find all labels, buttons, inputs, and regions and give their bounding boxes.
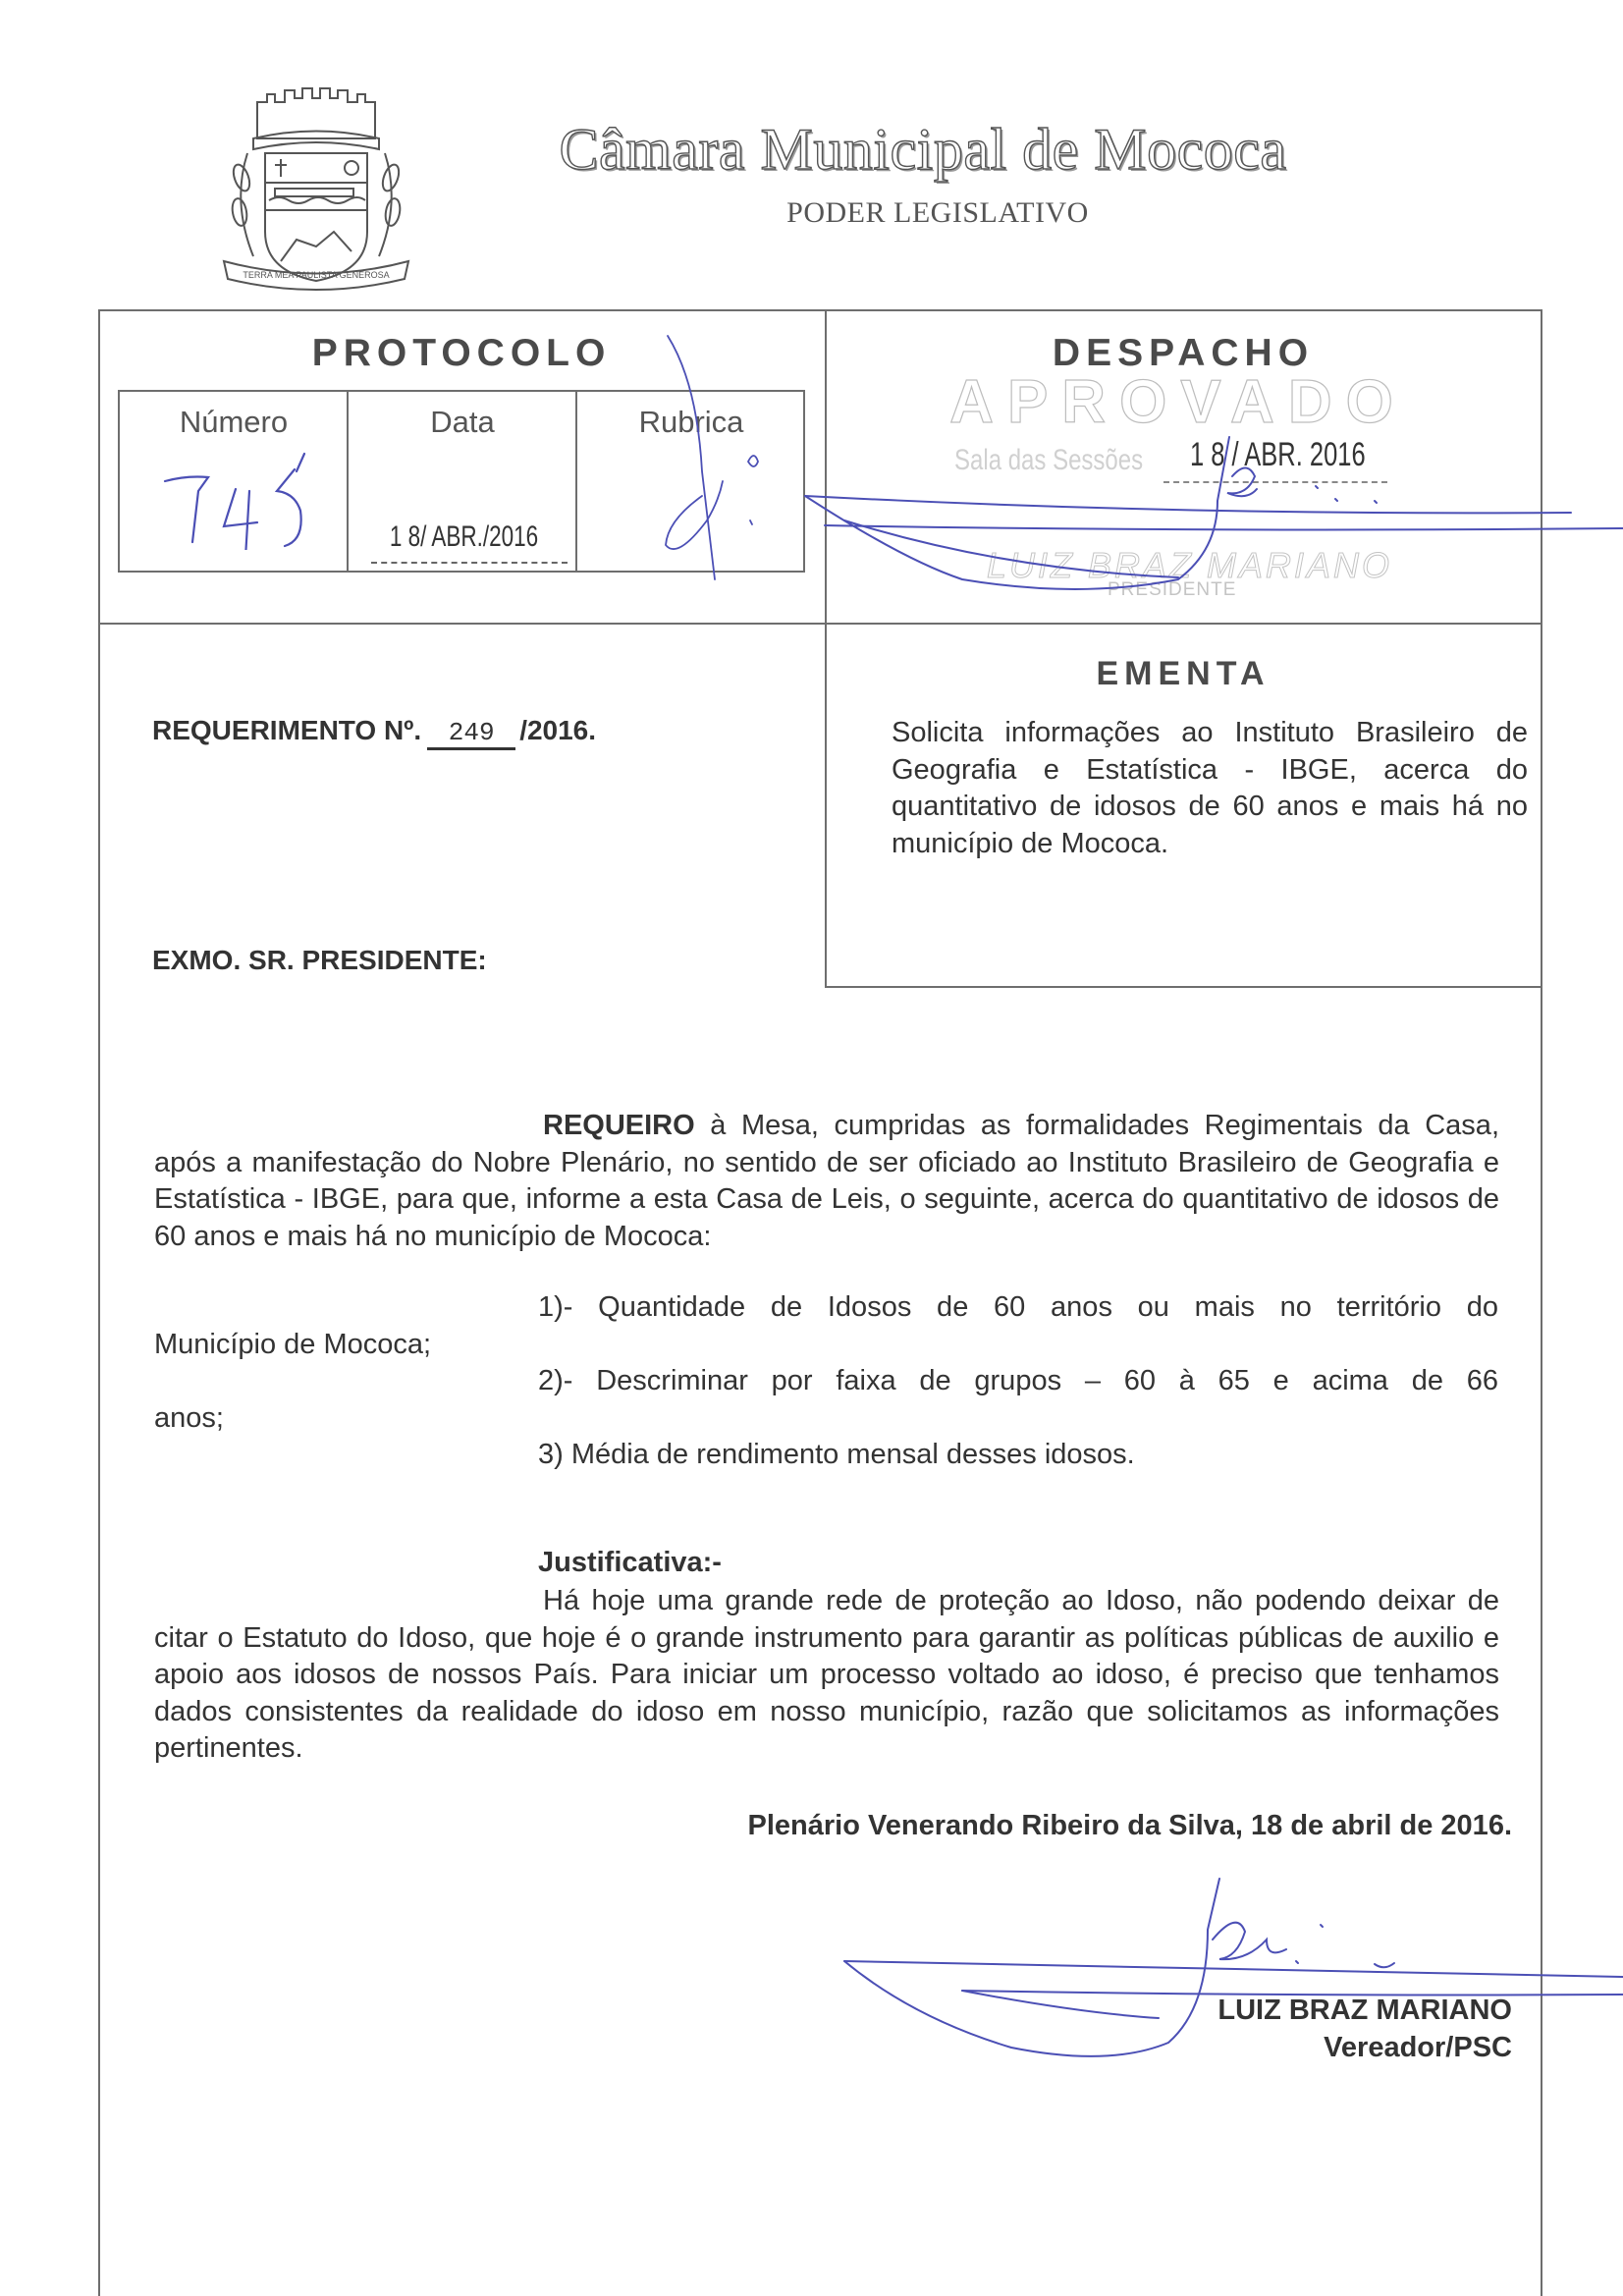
frame-center-divider [825, 309, 827, 987]
president-name-stamp: LUIZ BRAZ MARIANO [987, 545, 1393, 585]
protocolo-column-rubrica: Rubrica [638, 405, 744, 439]
request-item-2: 2)- Descriminar por faixa de grupos – 60 à 65 e acima de 66 [538, 1365, 1498, 1396]
protocolo-column-numero: Número [179, 405, 289, 439]
request-item-3: 3) Média de rendimento mensal desses idosos. [538, 1439, 1135, 1470]
request-item-1-continuation: Município de Mococa; [154, 1329, 432, 1360]
sala-sessoes-date: 1 8 / ABR. 2016 [1190, 436, 1366, 473]
requerimento-label: REQUERIMENTO Nº. [152, 715, 422, 745]
requerimento-number: 249 [427, 718, 515, 750]
protocolo-number-handwritten [147, 432, 324, 550]
aprovado-stamp: APROVADO [949, 368, 1407, 436]
requeiro-lead: REQUEIRO [543, 1110, 695, 1141]
municipal-coat-of-arms-icon [218, 84, 414, 296]
svg-text:TERRA MEA PAULISTA GENEROSA: TERRA MEA PAULISTA GENEROSA [243, 270, 390, 280]
frame-top-border [98, 309, 1542, 311]
frame-left-border [98, 309, 100, 2296]
signer-name: LUIZ BRAZ MARIANO [1217, 1995, 1512, 2026]
frame-horizontal-divider [98, 623, 1542, 625]
requerimento-year: /2016. [519, 715, 597, 745]
signer-role: Vereador/PSC [1324, 2032, 1512, 2063]
salutation: EXMO. SR. PRESIDENTE: [152, 945, 487, 975]
protocolo-date-stamp: 1 8/ ABR./2016 [389, 520, 539, 553]
ementa-heading: EMENTA [1096, 655, 1271, 692]
protocolo-column-data: Data [430, 405, 495, 439]
requeiro-text: à Mesa, cumpridas as formalidades Regimentais da Casa, após a manifestação do Nobre Plenário, no sentido de ser oficiado ao Instituto Brasileiro de Geografia e Estatística - IBGE, para que, informe a esta Casa de Leis, o seguinte, acerca do quantitativo de idosos de 60 anos e mais há no município de Mococa: [154, 1110, 1499, 1252]
institution-title: Câmara Municipal de Mococa [559, 117, 1287, 182]
requeiro-paragraph [154, 1108, 1499, 1255]
despacho-heading: DESPACHO [1052, 332, 1315, 374]
requerimento-number-line [152, 715, 596, 750]
institution-subtitle: PODER LEGISLATIVO [786, 196, 1089, 229]
president-title-stamp: PRESIDENTE [1108, 579, 1237, 600]
justificativa-heading: Justificativa:- [538, 1547, 722, 1578]
protocolo-heading: PROTOCOLO [311, 332, 612, 374]
protocolo-date-underline [371, 562, 568, 564]
president-signature-icon [785, 422, 1623, 599]
request-item-1: 1)- Quantidade de Idosos de 60 anos ou mais no território do [538, 1291, 1498, 1323]
request-item-2-continuation: anos; [154, 1402, 224, 1434]
closing-place-date: Plenário Venerando Ribeiro da Silva, 18 de abril de 2016. [747, 1810, 1512, 1841]
ementa-text: Solicita informações ao Instituto Brasileiro de Geografia e Estatística - IBGE, acerca do quantitativo de idosos de 60 anos e mais há no município de Mococa. [892, 717, 1528, 859]
ementa-box-bottom-border [825, 986, 1542, 988]
sala-sessoes-label: Sala das Sessões [954, 444, 1144, 476]
justificativa-paragraph: Há hoje uma grande rede de proteção ao Idoso, não podendo deixar de citar o Estatuto do Idoso, que hoje é o grande instrumento para garantir as políticas públicas de auxilio e apoio aos idosos de nossos País. Para iniciar um processo voltado ao idoso, é preciso que tenhamos dados consistentes da realidade do idoso em nosso município, razão que solicitamos as informações pertinentes. [154, 1585, 1499, 1764]
